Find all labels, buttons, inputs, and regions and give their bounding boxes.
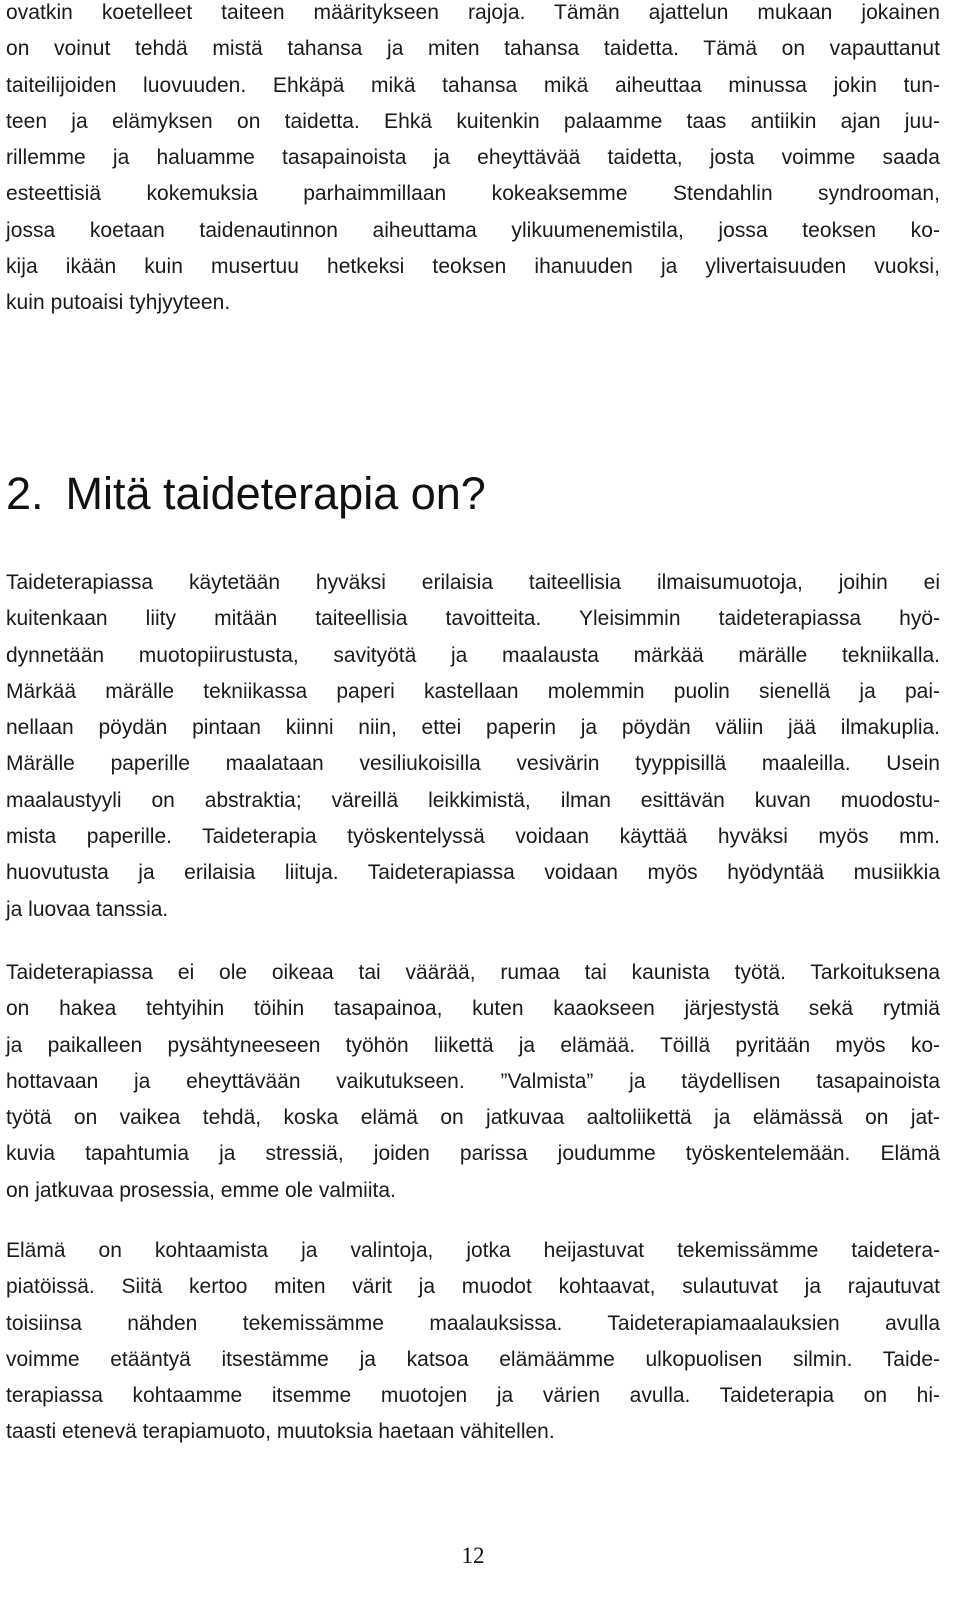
paragraph-line: hottavaan ja eheyttävään vaikutukseen. ”Valmista” ja täydellisen tasapainoista	[6, 1069, 940, 1093]
paragraph-line: rillemme ja haluamme tasapainoista ja eheyttävää taidetta, josta voimme saada	[6, 146, 940, 170]
paragraph-line: on hakea tehtyihin töihin tasapainoa, kuten kaaokseen järjestystä sekä rytmiä	[6, 997, 940, 1021]
paragraph-line: maalaustyyli on abstraktia; väreillä leikkimistä, ilman esittävän kuvan muodostu-	[6, 788, 940, 812]
paragraph-line: taasti etenevä terapiamuoto, muutoksia haetaan vähitellen.	[6, 1420, 555, 1444]
paragraph-line: kuitenkaan liity mitään taiteellisia tavoitteita. Yleisimmin taideterapiassa hyö-	[6, 607, 940, 631]
paragraph-line: Taideterapiassa käytetään hyväksi erilaisia taiteellisia ilmaisumuotoja, joihin ei	[6, 571, 940, 594]
paragraph-line: Märkää märälle tekniikassa paperi kastellaan molemmin puolin sienellä ja pai-	[6, 679, 940, 703]
paragraph-line: kija ikään kuin musertuu hetkeksi teoksen ihanuuden ja ylivertaisuuden vuoksi,	[6, 255, 940, 279]
paragraph-line: on voinut tehdä mistä tahansa ja miten tahansa taidetta. Tämä on vapauttanut	[6, 37, 940, 61]
body-paragraph	[6, 565, 940, 928]
paragraph-line: mista paperille. Taideterapia työskentelyssä voidaan käyttää hyväksi myös mm.	[6, 825, 940, 849]
paragraph-line: taiteilijoiden luovuuden. Ehkäpä mikä tahansa mikä aiheuttaa minussa jokin tun-	[6, 73, 940, 97]
paragraph-line: on jatkuvaa prosessia, emme ole valmiita.	[6, 1178, 396, 1202]
paragraph-line: työtä on vaikea tehdä, koska elämä on jatkuvaa aaltoliikettä ja elämässä on jat-	[6, 1106, 940, 1130]
paragraph-line: ovatkin koetelleet taiteen määritykseen rajoja. Tämän ajattelun mukaan jokainen	[6, 1, 940, 24]
paragraph-line: huovutusta ja erilaisia liituja. Taideterapiassa voidaan myös hyödyntää musiikkia	[6, 861, 940, 885]
paragraph-line: voimme etääntyä itsestämme ja katsoa elämäämme ulkopuolisen silmin. Taide-	[6, 1347, 940, 1371]
paragraph-line: Elämä on kohtaamista ja valintoja, jotka heijastuvat tekemissämme taidetera-	[6, 1239, 940, 1262]
section-number: 2.	[6, 468, 44, 519]
paragraph-line: ja luovaa tanssia.	[6, 897, 169, 921]
paragraph-line: dynnetään muotopiirustusta, savityötä ja maalausta märkää märälle tekniikalla.	[6, 643, 940, 667]
paragraph-line: ja paikalleen pysähtyneeseen työhön liikettä ja elämää. Töillä pyritään myös ko-	[6, 1033, 940, 1057]
paragraph-line: kuvia tapahtumia ja stressiä, joiden parissa joudumme työskentelemään. Elämä	[6, 1142, 940, 1166]
section-title: Mitä taideterapia on?	[65, 468, 486, 519]
paragraph-line: jossa koetaan taidenautinnon aiheuttama ylikuumenemistila, jossa teoksen ko-	[6, 218, 940, 242]
body-paragraph	[6, 1233, 940, 1451]
paragraph-line: Märälle paperille maalataan vesiliukoisilla vesivärin tyyppisillä maaleilla. Usein	[6, 752, 940, 776]
paragraph-line: esteettisiä kokemuksia parhaimmillaan kokeaksemme Stendahlin syndrooman,	[6, 182, 940, 206]
intro-paragraph	[6, 0, 940, 322]
paragraph-line: piatöissä. Siitä kertoo miten värit ja muodot kohtaavat, sulautuvat ja rajautuvat	[6, 1275, 940, 1299]
page-number: 12	[461, 1543, 485, 1568]
paragraph-line: nellaan pöydän pintaan kiinni niin, ettei paperin ja pöydän väliin jää ilmakuplia.	[6, 716, 940, 740]
paragraph-line: toisiinsa nähden tekemissämme maalauksissa. Taideterapiamaalauksien avulla	[6, 1311, 940, 1335]
paragraph-line: Taideterapiassa ei ole oikeaa tai väärää, rumaa tai kaunista työtä. Tarkoituksena	[6, 961, 940, 984]
body-paragraph	[6, 955, 940, 1209]
paragraph-line: terapiassa kohtaamme itsemme muotojen ja värien avulla. Taideterapia on hi-	[6, 1384, 940, 1408]
paragraph-line: teen ja elämyksen on taidetta. Ehkä kuitenkin palaamme taas antiikin ajan juu-	[6, 109, 940, 133]
paragraph-line: kuin putoaisi tyhjyyteen.	[6, 291, 231, 315]
section-heading	[6, 466, 486, 522]
